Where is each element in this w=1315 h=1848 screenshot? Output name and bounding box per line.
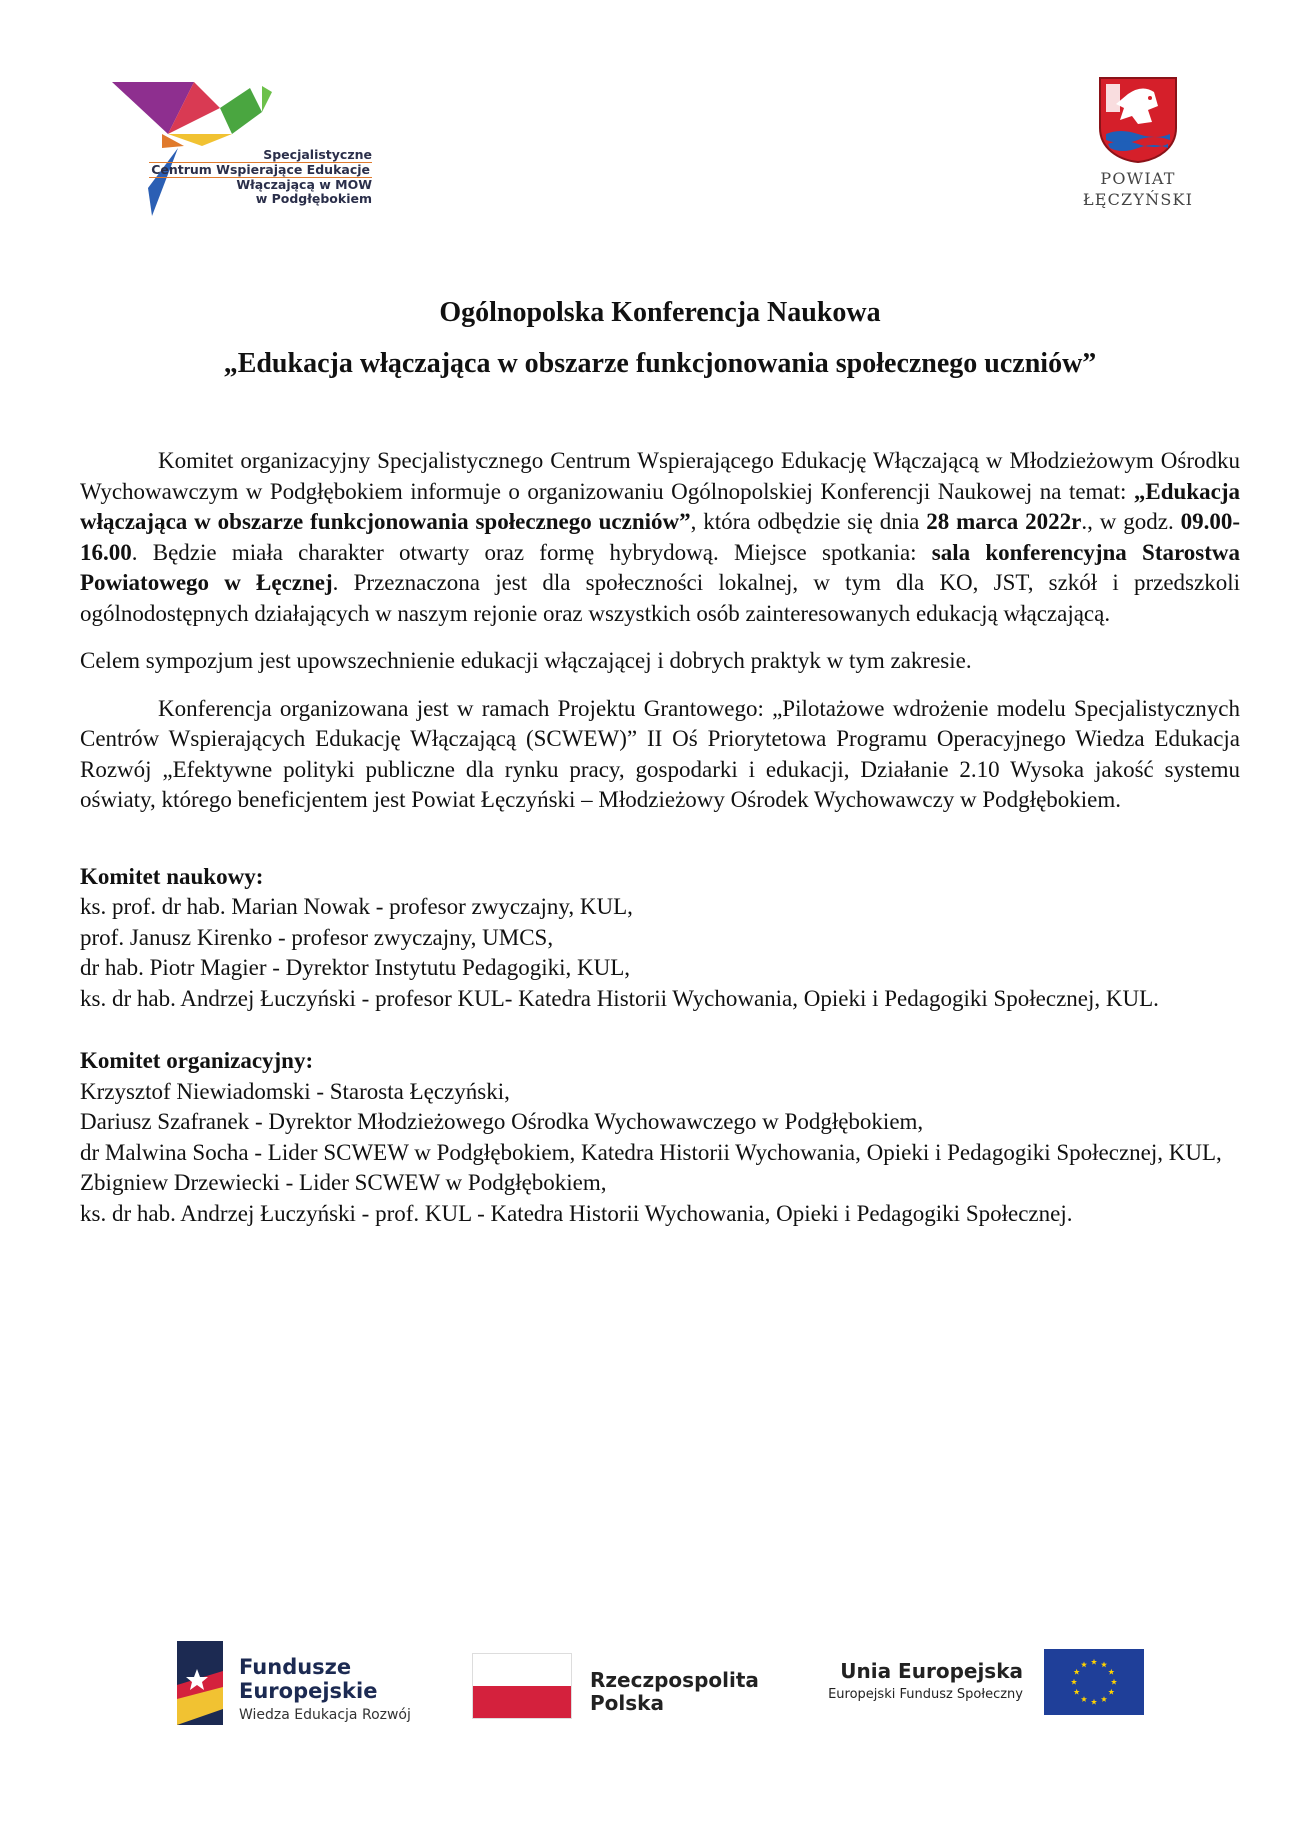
conference-subtitle: „Edukacja włączająca w obszarze funkcjonowania społecznego uczniów”	[223, 348, 1097, 379]
intro-date: 28 marca 2022r	[926, 509, 1082, 534]
fundusze-europejskie-logo	[177, 1641, 417, 1725]
committee-member: ks. dr hab. Andrzej Łuczyński - prof. KUL - Katedra Historii Wychowania, Opieki i Pedagogiki Społecznej.	[80, 1200, 1073, 1226]
organizing-committee	[80, 1046, 1240, 1229]
intro-text-4: . Będzie miała charakter otwarty oraz formę hybrydową. Miejsce spotkania:	[131, 539, 932, 565]
unia-europejska-logo	[818, 1649, 1148, 1719]
purpose-paragraph: Celem sympozjum jest upowszechnienie edukacji włączającej i dobrych praktyk w tym zakresie.	[80, 648, 972, 673]
fe-subtitle: Wiedza Edukacja Rozwój	[239, 1707, 411, 1723]
rp-line2: Polska	[590, 1691, 664, 1715]
scwew-line4: w Podgłębokiem	[255, 191, 372, 206]
fundusze-europejskie-icon	[177, 1641, 223, 1725]
intro-text-3: ., w godz.	[1081, 509, 1181, 534]
committee-member: Krzysztof Niewiadomski - Starosta Łęczyński,	[80, 1078, 510, 1104]
intro-venue: sala konferencyjna Starostwa Powiatowego w Łęcznej	[80, 539, 1240, 595]
committee-member: dr hab. Piotr Magier - Dyrektor Instytutu Pedagogiki, KUL,	[80, 955, 630, 980]
fe-line2: Europejskie	[239, 1679, 378, 1703]
scwew-logo-text	[136, 148, 372, 206]
eu-title: Unia Europejska	[840, 1659, 1023, 1683]
rzeczpospolita-polska-logo	[472, 1653, 772, 1723]
coat-of-arms-icon	[1098, 76, 1178, 164]
powiat-line2: ŁĘCZYŃSKI	[1082, 190, 1194, 209]
intro-topic: „Edukacja włączająca w obszarze funkcjonowania społecznego uczniów”	[80, 478, 1240, 534]
committee-member: Dariusz Szafranek - Dyrektor Młodzieżowego Ośrodka Wychowawczego w Podgłębokiem,	[80, 1109, 924, 1134]
scwew-logo	[112, 82, 372, 222]
committee-member: Zbigniew Drzewiecki - Lider SCWEW w Podgłębokiem,	[80, 1170, 607, 1195]
intro-text-1: Komitet organizacyjny Specjalistycznego Centrum Wspierającego Edukację Włączającą w Młodzieżowym Ośrodku Wychowawczym w Podgłębokiem informuje o organizowaniu Ogólnopolskiej Konferencji Naukowej na temat:	[80, 448, 1240, 504]
intro-paragraph	[80, 446, 1240, 629]
intro-hours: 09.00- 16.00	[80, 509, 1240, 565]
intro-text-5: . Przeznaczona jest dla społeczności lokalnej, w tym dla KO, JST, szkół i przedszkoli ogólnodostępnych działających w naszym rejonie oraz wszystkich osób zainteresowanych edukacją włączającą.	[80, 570, 1240, 626]
project-paragraph: Konferencja organizowana jest w ramach Projektu Grantowego: „Pilotażowe wdrożenie modelu Specjalistycznych Centrów Wspierających Edukację Włączającą (SCWEW)” II Oś Priorytetowa Programu Operacyjnego Wiedza Edukacja Rozwój „Efektywne polityki publiczne dla rynku pracy, gospodarki i edukacji, Działanie 2.10 Wysoka jakość systemu oświaty, którego beneficjentem jest Powiat Łęczyński – Młodzieżowy Ośrodek Wychowawczy w Podgłębokiem.	[80, 695, 1240, 812]
eu-subtitle: Europejski Fundusz Społeczny	[828, 1687, 1023, 1702]
rp-line1: Rzeczpospolita	[590, 1668, 759, 1692]
conference-title: Ogólnopolska Konferencja Naukowa	[439, 297, 881, 328]
title-block	[80, 292, 1240, 384]
powiat-line1: POWIAT	[1100, 169, 1176, 188]
intro-text-2: , która odbędzie się dnia	[690, 509, 927, 534]
polish-flag-icon	[472, 1653, 572, 1719]
committee-member: dr Malwina Socha - Lider SCWEW w Podgłębokiem, Katedra Historii Wychowania, Opieki i Pedagogiki Społecznej, KUL,	[80, 1139, 1222, 1165]
committee-member: prof. Janusz Kirenko - profesor zwyczajny, UMCS,	[80, 924, 554, 950]
organizing-committee-heading: Komitet organizacyjny:	[80, 1048, 314, 1073]
committee-member: ks. dr hab. Andrzej Łuczyński - profesor KUL- Katedra Historii Wychowania, Opieki i Pedagogiki Społecznej, KUL.	[80, 985, 1159, 1011]
footer-logos	[0, 1635, 1315, 1725]
scwew-line2: Centrum Wspierające Edukacje	[151, 162, 370, 177]
fe-line1: Fundusze	[239, 1655, 352, 1679]
eu-flag-icon	[1044, 1649, 1144, 1715]
scwew-line1: Specjalistyczne	[263, 147, 372, 162]
scwew-line3: Włączającą w MOW	[236, 177, 372, 192]
committee-member: ks. prof. dr hab. Marian Nowak - profesor zwyczajny, KUL,	[80, 894, 633, 919]
powiat-logo	[1068, 76, 1208, 226]
scientific-committee	[80, 862, 1240, 1015]
scientific-committee-heading: Komitet naukowy:	[80, 863, 264, 889]
header-logos	[0, 0, 1315, 240]
document-body	[80, 446, 1240, 1229]
